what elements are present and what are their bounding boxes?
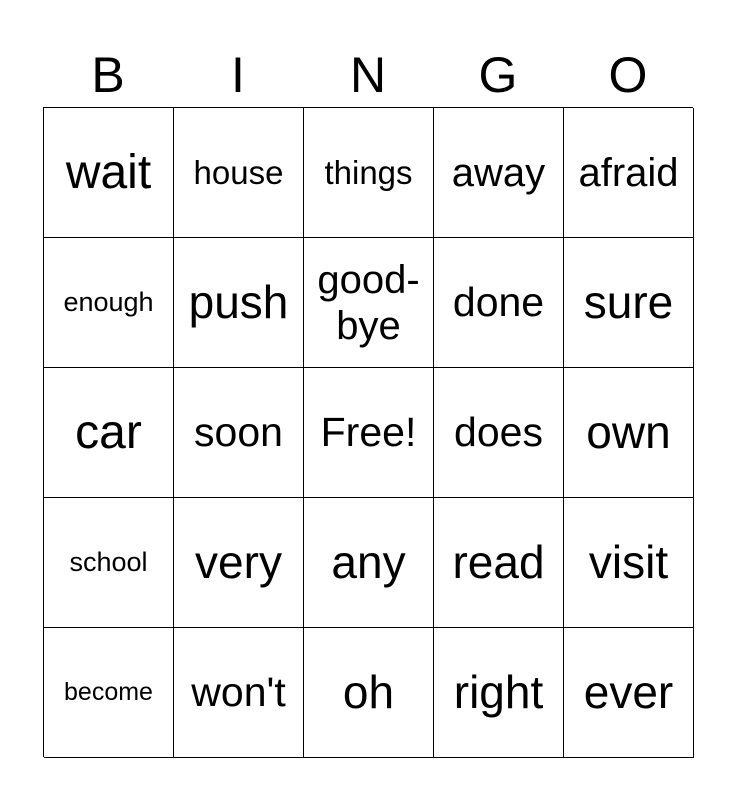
cell-word: car	[75, 405, 142, 459]
bingo-board	[43, 107, 693, 757]
cell-word: oh	[342, 666, 395, 719]
header-letter-o: O	[608, 47, 648, 103]
cell-word: visit	[588, 536, 669, 589]
bingo-cell	[174, 498, 304, 628]
cell-word: ever	[583, 666, 674, 719]
cell-word: good-bye	[317, 257, 420, 348]
bingo-cell	[564, 238, 694, 368]
bingo-cell	[174, 368, 304, 498]
bingo-cell	[44, 368, 174, 498]
cell-word: things	[324, 153, 413, 191]
cell-word: does	[454, 408, 543, 455]
cell-word: soon	[194, 408, 283, 455]
cell-word: won't	[191, 668, 286, 715]
cell-word: any	[331, 536, 406, 589]
bingo-cell	[434, 238, 564, 368]
bingo-cell	[564, 498, 694, 628]
bingo-cell	[174, 628, 304, 758]
cell-word: school	[69, 546, 148, 577]
bingo-cell	[44, 628, 174, 758]
cell-word: read	[452, 536, 545, 589]
bingo-cell	[564, 108, 694, 238]
header-letter-n: N	[349, 47, 387, 103]
bingo-cell	[304, 108, 434, 238]
bingo-cell	[304, 628, 434, 758]
bingo-cell	[174, 108, 304, 238]
bingo-cell	[434, 368, 564, 498]
bingo-cell	[434, 108, 564, 238]
bingo-cell	[564, 368, 694, 498]
bingo-cell	[304, 498, 434, 628]
cell-word: become	[64, 678, 153, 707]
header-letter-i: I	[231, 47, 245, 103]
free-space: Free!	[320, 408, 417, 455]
bingo-cell	[304, 368, 434, 498]
cell-word: afraid	[578, 150, 679, 195]
cell-word: very	[195, 536, 282, 589]
cell-word: away	[451, 150, 546, 195]
cell-word: right	[453, 666, 544, 719]
cell-word: house	[193, 153, 284, 191]
bingo-cell	[434, 628, 564, 758]
bingo-cell	[44, 498, 174, 628]
header-letter-g: G	[478, 47, 518, 103]
cell-word: sure	[583, 276, 674, 329]
bingo-cell	[44, 238, 174, 368]
bingo-cell	[564, 628, 694, 758]
bingo-cell	[434, 498, 564, 628]
cell-word: own	[586, 406, 671, 459]
header-letter-b: B	[91, 47, 125, 103]
cell-word: enough	[63, 286, 154, 317]
cell-word: push	[188, 276, 289, 329]
bingo-cell	[304, 238, 434, 368]
bingo-cell	[174, 238, 304, 368]
bingo-header	[43, 44, 693, 106]
cell-word: done	[452, 278, 545, 325]
cell-word: wait	[65, 145, 152, 199]
bingo-cell	[44, 108, 174, 238]
